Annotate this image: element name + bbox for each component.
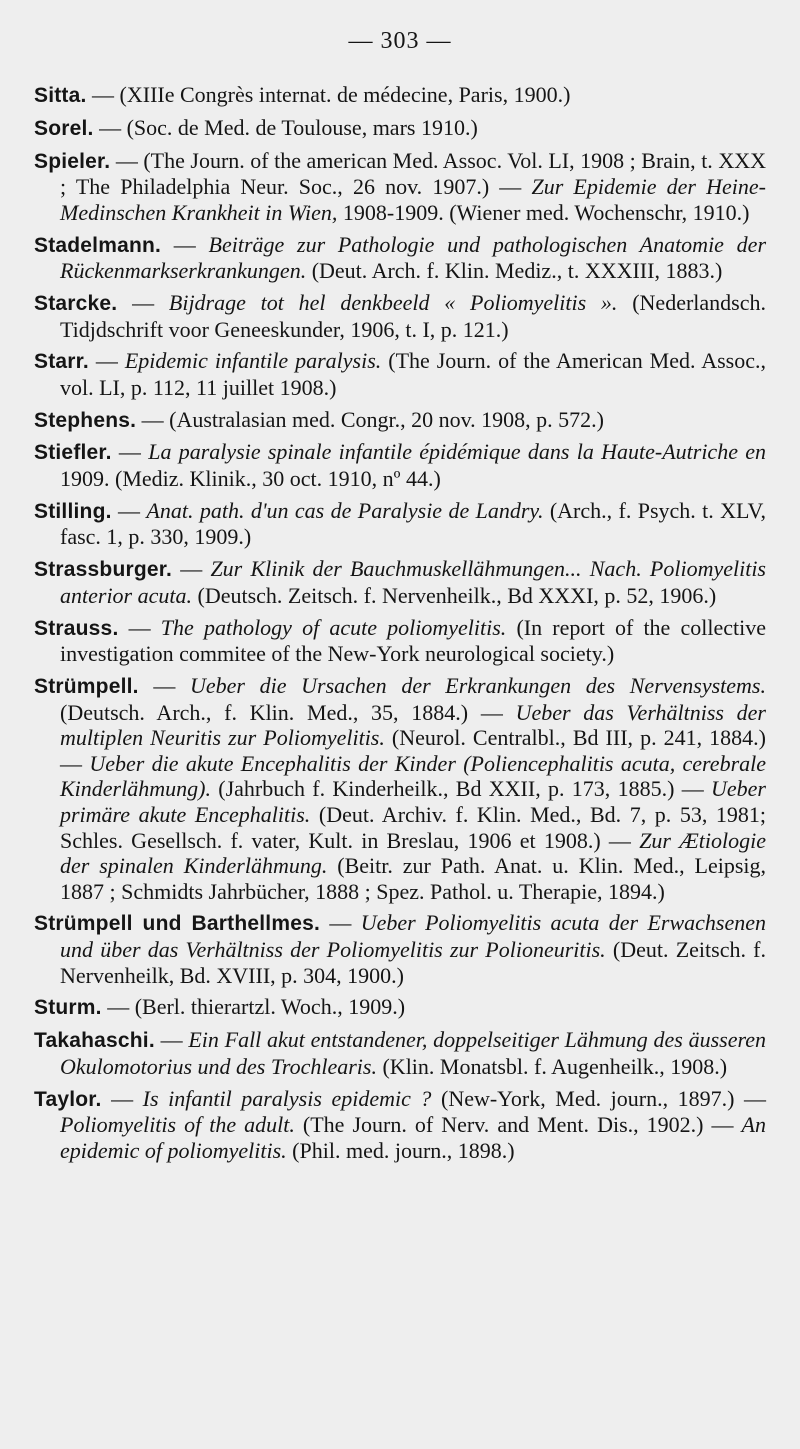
bibliography-entry [34, 1027, 766, 1079]
work-title: Poliomyelitis of the adult. [60, 1112, 295, 1138]
work-title: Zur Ætiologie der spinalen Kinderlähmung. [60, 827, 767, 879]
citation-text: (The Journ. of Nerv. and Ment. Dis., 1902.) — [294, 1112, 742, 1138]
work-title: Beiträge zur Pathologie und pathologischen Anatomie der Rückenmarkserkrankungen. [60, 231, 767, 284]
work-title: Zur Klinik der Bauchmuskellähmungen... Nach. Poliomyelitis anterior acuta. [60, 556, 766, 608]
author-name: Sorel. [34, 116, 94, 140]
work-title: Is infantil paralysis epidemic ? [142, 1085, 432, 1111]
citation-text: — [101, 1085, 143, 1111]
bibliography-entry [34, 82, 766, 109]
author-name: Spieler. [34, 149, 111, 173]
work-title: Epidemic infantile paralysis. [124, 348, 382, 374]
citation-text: (The Journ. of the American Med. Assoc., vol. LI, p. 112, 11 juillet 1908.) [60, 348, 766, 400]
citation-text: — [161, 231, 209, 257]
work-title: Zur Epidemie der Heine-Medinschen Krankheit in Wien, [60, 174, 766, 225]
page-number: — 303 — [348, 28, 452, 54]
author-name: Sturm. [34, 996, 102, 1020]
citation-text: — (Berl. thierartzl. Woch., 1909.) [101, 994, 406, 1020]
citation-text: (Deutsch. Zeitsch. f. Nervenheilk., Bd XXXI, p. 52, 1906.) [192, 582, 717, 608]
citation-text: — [319, 910, 361, 936]
citation-text: — (Australasian med. Congr., 20 nov. 1908, p. 572.) [136, 406, 605, 432]
author-name: Strauss. [34, 616, 119, 640]
author-name: Takahaschi. [34, 1029, 155, 1053]
bibliography-entry [34, 115, 766, 142]
author-name: Stiefler. [34, 441, 112, 465]
bibliography-entry [34, 232, 766, 284]
work-title: Ueber das Verhältniss der multiplen Neuritis zur Poliomyelitis. [60, 699, 766, 751]
bibliography-entry [34, 407, 766, 434]
citation-text: — (The Journ. of the american Med. Assoc. Vol. LI, 1908 ; Brain, t. XXX ; The Philadelphia Neur. Soc., 26 nov. 1907.) — [60, 147, 766, 200]
work-title: La paralysie spinale infantile épidémique dans la Haute-Autriche en [148, 439, 766, 465]
bibliography-entry [34, 439, 766, 491]
citation-text: (In report of the collective investigation commitee of the New-York neurological society.) [60, 614, 766, 667]
citation-text: — [118, 614, 161, 640]
citation-text: 1908-1909. (Wiener med. Wochenschr, 1910.) [337, 199, 750, 225]
work-title: Ein Fall akut entstandener, doppelseitiger Lähmung des äusseren Okulomotorius und des Trochlearis. [60, 1027, 766, 1079]
citation-text: — [154, 1027, 189, 1053]
bibliography-entry [34, 348, 766, 400]
citation-text: (Deutsch. Arch., f. Klin. Med., 35, 1884.) — [60, 699, 516, 725]
bibliography-entry [34, 1086, 766, 1164]
citation-text: (Nederlandsch. Tidjdschrift voor Geneeskunder, 1906, t. I, p. 121.) [60, 289, 766, 342]
bibliography-list [34, 82, 766, 1170]
citation-text: (Deut. Zeitsch. f. Nervenheilk, Bd. XVIII, p. 304, 1900.) [60, 937, 766, 988]
bibliography-entry [34, 994, 766, 1021]
bibliography-entry [34, 148, 766, 226]
citation-text: (Deut. Archiv. f. Klin. Med., Bd. 7, p. 53, 1981; Schles. Gesellsch. f. vater, Kult. in Breslau, 1906 et 1908.) — [60, 801, 766, 853]
author-name: Taylor. [34, 1087, 102, 1111]
work-title: Ueber die akute Encephalitis der Kinder (Poliencephalitis acuta, cerebrale Kinderlähmung). [60, 750, 767, 802]
citation-text: (Arch., f. Psych. t. XLV, fasc. 1, p. 330, 1909.) [60, 497, 767, 550]
author-name: Strassburger. [34, 558, 172, 582]
work-title: Bijdrage tot hel denkbeeld « Poliomyelitis ». [168, 289, 618, 315]
citation-text: (Beitr. zur Path. Anat. u. Klin. Med., Leipsig, 1887 ; Schmidts Jahrbücher, 1888 ; Spez. Pathol. u. Therapie, 1894.) [60, 853, 766, 904]
citation-text: — [138, 672, 190, 698]
work-title: Ueber primäre akute Encephalitis. [60, 776, 766, 827]
citation-text: (New-York, Med. journ., 1897.) — [431, 1085, 767, 1111]
bibliography-entry [34, 290, 766, 342]
work-title: Anat. path. d'un cas de Paralysie de Landry. [146, 497, 544, 523]
author-name: Sitta. [34, 84, 87, 107]
bibliography-entry [34, 498, 766, 550]
bibliography-entry [34, 615, 766, 667]
citation-text: — [172, 556, 211, 582]
work-title: The pathology of acute poliomyelitis. [160, 614, 507, 640]
citation-text: — [111, 439, 149, 465]
author-name: Strümpell und Barthellmes. [34, 912, 320, 936]
author-name: Starcke. [34, 291, 118, 315]
bibliography-entry [34, 673, 766, 904]
author-name: Stephens. [34, 408, 137, 432]
citation-text: — [117, 289, 169, 315]
bibliography-entry [34, 910, 766, 988]
citation-text: — [111, 497, 147, 523]
author-name: Starr. [34, 350, 89, 374]
citation-text: — [88, 348, 125, 374]
citation-text: (Jahrbuch f. Kinderheilk., Bd XXII, p. 173, 1885.) — [210, 776, 712, 802]
author-name: Stilling. [34, 499, 112, 523]
citation-text: (Phil. med. journ., 1898.) [286, 1137, 515, 1163]
bibliography-entry [34, 556, 766, 608]
citation-text: — (Soc. de Med. de Toulouse, mars 1910.) [93, 114, 478, 140]
author-name: Stadelmann. [34, 233, 162, 257]
citation-text: (Neurol. Centralbl., Bd III, p. 241, 1884.) — [60, 725, 766, 776]
citation-text: — (XIIIe Congrès internat. de médecine, Paris, 1900.) [86, 82, 571, 107]
citation-text: (Deut. Arch. f. Klin. Mediz., t. XXXIII, 1883.) [306, 258, 723, 284]
work-title: An epidemic of poliomyelitis. [60, 1112, 766, 1163]
work-title: Ueber Poliomyelitis acuta der Erwachsenen und über das Verhältniss der Poliomyelitis zur Polioneuritis. [60, 910, 766, 963]
author-name: Strümpell. [34, 674, 139, 698]
citation-text: 1909. (Mediz. Klinik., 30 oct. 1910, nº 44.) [60, 466, 441, 492]
citation-text: (Klin. Monatsbl. f. Augenheilk., 1908.) [376, 1053, 728, 1079]
work-title: Ueber die Ursachen der Erkrankungen des Nervensystems. [189, 672, 766, 698]
